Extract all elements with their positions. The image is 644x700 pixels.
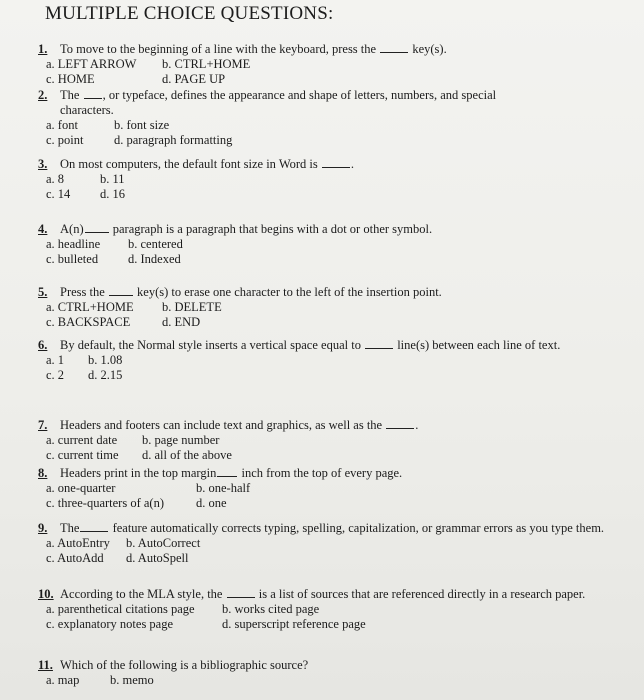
option-c: c. three-quarters of a(n): [46, 496, 164, 510]
question-10: [38, 587, 605, 632]
question-number: 9.: [38, 521, 48, 535]
question-number: 3.: [38, 157, 48, 171]
option-b: b. 11: [100, 172, 125, 186]
question-number: 2.: [38, 88, 48, 102]
question-number: 7.: [38, 418, 48, 432]
question-number: 4.: [38, 222, 48, 236]
option-d: d. 2.15: [88, 368, 123, 382]
answer-blank: [84, 88, 102, 99]
option-a: a. one-quarter: [46, 481, 116, 495]
option-c: c. 14: [46, 187, 71, 201]
question-number: 11.: [38, 658, 53, 672]
option-a: a. font: [46, 118, 78, 132]
option-c: c. bulleted: [46, 252, 99, 266]
question-text: By default, the Normal style inserts a vertical space equal to line(s) between each line of text.: [60, 338, 561, 352]
question-4: [38, 222, 620, 267]
option-b: b. AutoCorrect: [126, 536, 201, 550]
question-8: [38, 466, 620, 511]
option-c: c. 2: [46, 368, 65, 382]
question-number: 1.: [38, 42, 48, 56]
question-number: 8.: [38, 466, 48, 480]
option-b: b. one-half: [196, 481, 251, 495]
option-a: a. CTRL+HOME: [46, 300, 134, 314]
question-6: [38, 338, 575, 383]
question-9: [38, 521, 605, 566]
answer-blank: [85, 222, 109, 233]
answer-blank: [227, 587, 255, 598]
option-b: b. works cited page: [222, 602, 320, 616]
option-b: b. page number: [142, 433, 220, 447]
option-d: d. one: [196, 496, 227, 510]
page-title: MULTIPLE CHOICE QUESTIONS:: [45, 3, 334, 24]
option-c: c. point: [46, 133, 84, 147]
answer-blank: [386, 418, 414, 429]
option-c: c. HOME: [46, 72, 95, 86]
answer-blank: [380, 42, 408, 53]
question-1: [38, 42, 620, 87]
question-text: The feature automatically corrects typing, spelling, capitalization, or grammar errors as you type them.: [60, 521, 605, 535]
answer-blank: [80, 521, 108, 532]
answer-blank: [322, 157, 350, 168]
question-number: 10.: [38, 587, 54, 601]
option-d: d. AutoSpell: [126, 551, 189, 565]
option-d: d. PAGE UP: [162, 72, 226, 86]
question-11: [38, 658, 620, 688]
question-text: On most computers, the default font size in Word is .: [60, 157, 354, 171]
answer-blank: [217, 466, 237, 477]
option-d: d. Indexed: [128, 252, 181, 266]
question-text: Headers print in the top margin inch from the top of every page.: [60, 466, 403, 480]
question-number: 6.: [38, 338, 48, 352]
option-b: b. DELETE: [162, 300, 222, 314]
question-text: Press the key(s) to erase one character to the left of the insertion point.: [60, 285, 442, 299]
option-c: c. explanatory notes page: [46, 617, 174, 631]
option-a: a. current date: [46, 433, 118, 447]
answer-blank: [365, 338, 393, 349]
option-d: d. END: [162, 315, 201, 329]
question-2: [38, 88, 530, 148]
option-a: a. parenthetical citations page: [46, 602, 195, 616]
question-3: [38, 157, 620, 202]
option-a: a. 1: [46, 353, 65, 367]
question-text: To move to the beginning of a line with the keyboard, press the key(s).: [60, 42, 447, 56]
option-d: d. superscript reference page: [222, 617, 366, 631]
option-b: b. centered: [128, 237, 183, 251]
option-b: b. CTRL+HOME: [162, 57, 251, 71]
option-c: c. BACKSPACE: [46, 315, 131, 329]
option-d: d. paragraph formatting: [114, 133, 233, 147]
option-d: d. all of the above: [142, 448, 232, 462]
option-b: b. 1.08: [88, 353, 123, 367]
question-text: According to the MLA style, the is a list of sources that are referenced directly in a research paper.: [60, 587, 586, 601]
question-text: Headers and footers can include text and graphics, as well as the .: [60, 418, 419, 432]
option-a: a. map: [46, 673, 80, 687]
option-a: a. AutoEntry: [46, 536, 110, 550]
question-text: A(n) paragraph is a paragraph that begins with a dot or other symbol.: [60, 222, 433, 236]
option-c: c. AutoAdd: [46, 551, 104, 565]
option-c: c. current time: [46, 448, 119, 462]
question-text: Which of the following is a bibliographic source?: [60, 658, 309, 672]
option-a: a. headline: [46, 237, 101, 251]
option-d: d. 16: [100, 187, 125, 201]
option-b: b. font size: [114, 118, 170, 132]
question-text: The , or typeface, defines the appearance and shape of letters, numbers, and special characters.: [60, 88, 497, 117]
question-7: [38, 418, 620, 463]
question-number: 5.: [38, 285, 48, 299]
answer-blank: [109, 285, 133, 296]
option-b: b. memo: [110, 673, 154, 687]
question-5: [38, 285, 620, 330]
option-a: a. 8: [46, 172, 65, 186]
option-a: a. LEFT ARROW: [46, 57, 137, 71]
